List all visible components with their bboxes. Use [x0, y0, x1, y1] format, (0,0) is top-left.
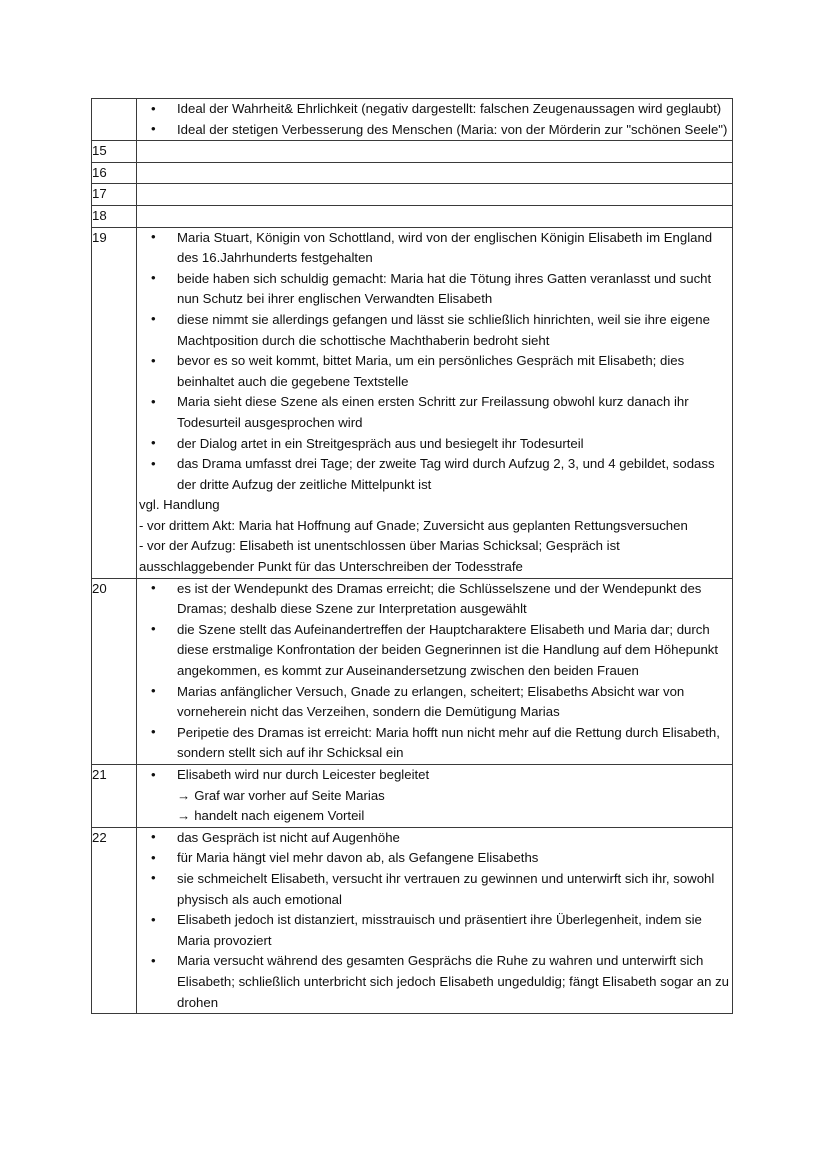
table-row	[92, 141, 733, 163]
row-number-cell	[92, 578, 137, 764]
bullet-list	[137, 579, 732, 764]
row-content-cell	[137, 765, 733, 828]
row-content-cell	[137, 827, 733, 1013]
empty-content	[137, 206, 732, 227]
bullet-item: • die Szene stellt das Aufeinandertreffen der Hauptcharaktere Elisabeth und Maria dar; durch diese erstmalige Konfrontation der beiden Gegnerinnen ist die Handlung auf dem Höhepunkt angekommen, es kommt zur Auseinandersetzung zwischen den beiden Frauen	[137, 620, 732, 682]
row-number: 19	[92, 229, 107, 245]
bullet-list	[137, 228, 732, 496]
sub-line	[137, 806, 732, 827]
sub-line-text: Graf war vorher auf Seite Marias	[194, 787, 385, 803]
row-content-cell	[137, 99, 733, 141]
plain-line: - vor der Aufzug: Elisabeth ist unentschlossen über Marias Schicksal; Gespräch ist ausschlaggebender Punkt für das Unterschreiben der Todesstrafe	[139, 538, 620, 575]
row-number-cell	[92, 227, 137, 578]
empty-content	[137, 184, 732, 205]
row-content-cell	[137, 141, 733, 163]
bullet-item: • es ist der Wendepunkt des Dramas erreicht; die Schlüsselszene und der Wendepunkt des Dramas; deshalb diese Szene zur Interpretation ausgewählt	[137, 579, 732, 620]
row-number-cell	[92, 765, 137, 828]
row-content-cell	[137, 578, 733, 764]
bullet-item: • Elisabeth wird nur durch Leicester begleitet	[137, 765, 732, 786]
row-number: 15	[92, 143, 107, 159]
row-number-cell	[92, 205, 137, 227]
notes-table	[91, 98, 733, 1014]
sub-line	[137, 786, 732, 807]
table-row	[92, 162, 733, 184]
row-number-cell	[92, 184, 137, 206]
arrow-right-icon: →	[177, 787, 191, 803]
sub-line-text: handelt nach eigenem Vorteil	[194, 808, 365, 824]
row-content-cell	[137, 184, 733, 206]
bullet-item: • diese nimmt sie allerdings gefangen und lässt sie schließlich hinrichten, weil sie ihre eigene Machtposition durch die schottische Machthaberin bedroht sieht	[137, 310, 732, 351]
row-content-cell	[137, 205, 733, 227]
bullet-item: • Maria versucht während des gesamten Gesprächs die Ruhe zu wahren und unterwirft sich Elisabeth; schließlich unterbricht sich jedoch Elisabeth ungeduldig; fängt Elisabeth sogar an zu drohen	[137, 951, 732, 1013]
table-row	[92, 765, 733, 828]
row-number: 16	[92, 164, 107, 180]
bullet-item: • sie schmeichelt Elisabeth, versucht ihr vertrauen zu gewinnen und unterwirft sich ihr, sowohl physisch als auch emotional	[137, 869, 732, 910]
table-row	[92, 827, 733, 1013]
bullet-item: • beide haben sich schuldig gemacht: Maria hat die Tötung ihres Gatten veranlasst und sucht nun Schutz bei ihrer englischen Verwandten Elisabeth	[137, 269, 732, 310]
bullet-item: • der Dialog artet in ein Streitgespräch aus und besiegelt ihr Todesurteil	[137, 434, 732, 455]
row-number: 17	[92, 186, 107, 202]
bullet-item: • für Maria hängt viel mehr davon ab, als Gefangene Elisabeths	[137, 848, 732, 869]
bullet-list	[137, 765, 732, 786]
bullet-item: • Marias anfänglicher Versuch, Gnade zu erlangen, scheitert; Elisabeths Absicht war von vorneherein nicht das Verzeihen, sondern die Demütigung Marias	[137, 682, 732, 723]
row-number-cell	[92, 162, 137, 184]
bullet-list	[137, 828, 732, 1013]
bullet-item: • bevor es so weit kommt, bittet Maria, um ein persönliches Gespräch mit Elisabeth; dies beinhaltet auch die gegebene Textstelle	[137, 351, 732, 392]
bullet-item: • Maria Stuart, Königin von Schottland, wird von der englischen Königin Elisabeth im England des 16.Jahrhunderts festgehalten	[137, 228, 732, 269]
row-number: 18	[92, 207, 107, 223]
table-row	[92, 184, 733, 206]
plain-line: - vor drittem Akt: Maria hat Hoffnung auf Gnade; Zuversicht aus geplanten Rettungsversuchen	[139, 517, 688, 533]
row-content-cell	[137, 227, 733, 578]
row-number: 20	[92, 580, 107, 596]
empty-content	[137, 141, 732, 162]
table-row	[92, 227, 733, 578]
bullet-item: • Ideal der stetigen Verbesserung des Menschen (Maria: von der Mörderin zur "schönen Seele")	[137, 120, 732, 141]
bullet-item: • Maria sieht diese Szene als einen ersten Schritt zur Freilassung obwohl kurz danach ihr Todesurteil ausgesprochen wird	[137, 392, 732, 433]
bullet-item: • Elisabeth jedoch ist distanziert, misstrauisch und präsentiert ihre Überlegenheit, indem sie Maria provoziert	[137, 910, 732, 951]
row-number: 22	[92, 829, 107, 845]
empty-content	[137, 163, 732, 184]
table-row	[92, 205, 733, 227]
table-row	[92, 578, 733, 764]
notes-table-body	[92, 99, 733, 1014]
bullet-item: • Peripetie des Dramas ist erreicht: Maria hofft nun nicht mehr auf die Rettung durch Elisabeth, sondern stellt sich auf ihr Schicksal ein	[137, 723, 732, 764]
row-number-cell	[92, 827, 137, 1013]
bullet-item: • das Gespräch ist nicht auf Augenhöhe	[137, 828, 732, 849]
row-number-cell	[92, 141, 137, 163]
table-row	[92, 99, 733, 141]
row-number-cell	[92, 99, 137, 141]
arrow-right-icon: →	[177, 808, 191, 824]
plain-line: vgl. Handlung	[139, 497, 220, 513]
row-content-cell	[137, 162, 733, 184]
bullet-item: • das Drama umfasst drei Tage; der zweite Tag wird durch Aufzug 2, 3, und 4 gebildet, sodass der dritte Aufzug der zeitliche Mittelpunkt ist	[137, 454, 732, 495]
bullet-item: • Ideal der Wahrheit& Ehrlichkeit (negativ dargestellt: falschen Zeugenaussagen wird geglaubt)	[137, 99, 732, 120]
bullet-list	[137, 99, 732, 140]
row-number: 21	[92, 767, 107, 782]
